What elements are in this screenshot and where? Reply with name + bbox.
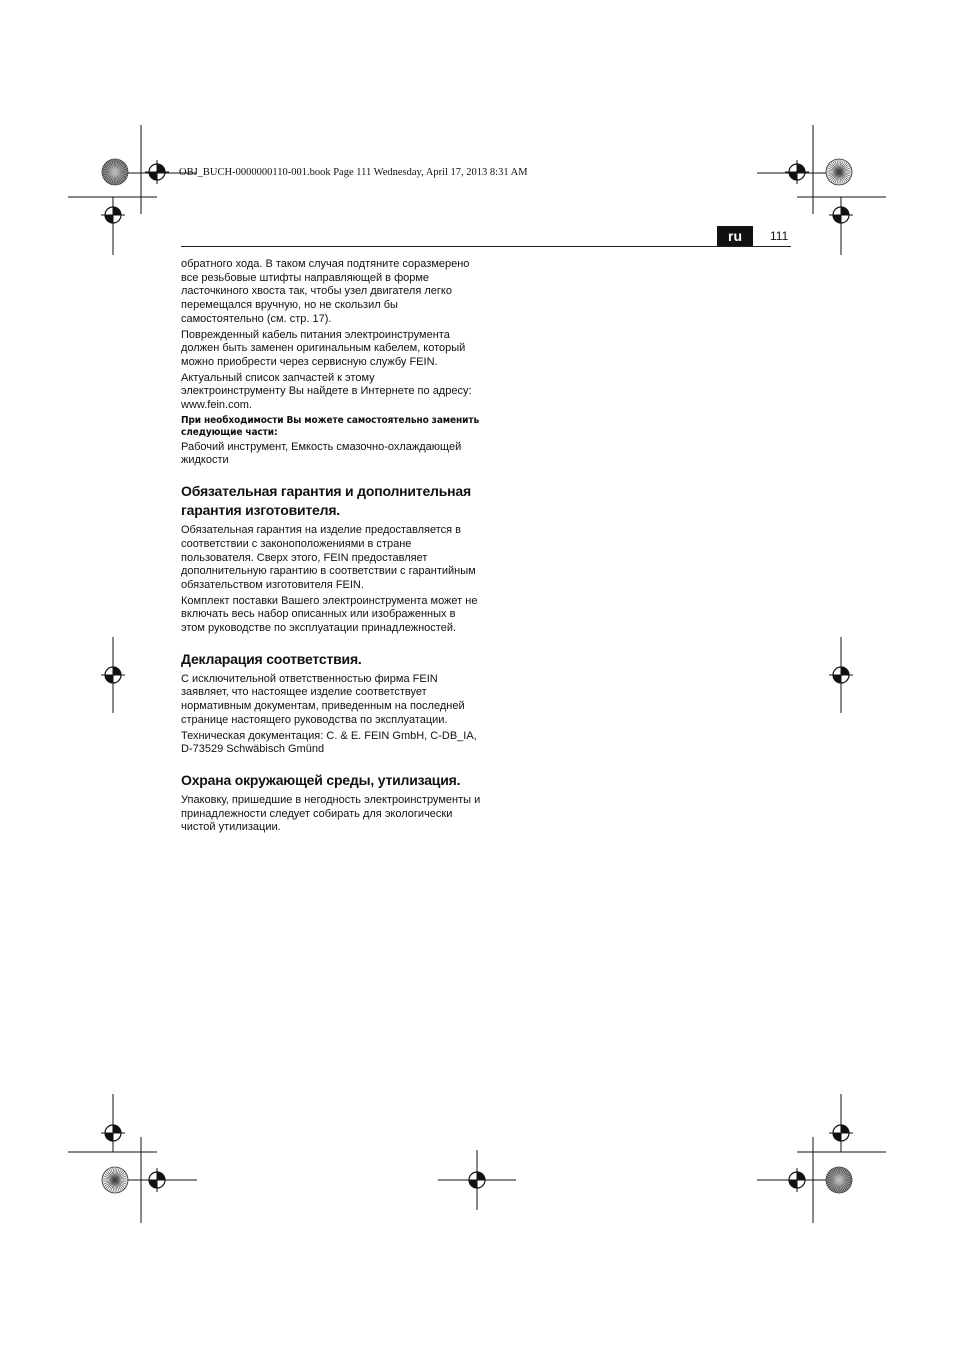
paragraph-tech-docs: Техническая документация: C. & E. FEIN GmbH, C-DB_IA, D-73529 Schwäbisch Gmünd — [181, 729, 477, 756]
starburst-target-icon — [102, 1167, 128, 1193]
text-column — [181, 258, 481, 837]
paragraph-cable: Поврежденный кабель питания электроинструмента должен быть заменен оригинальным кабелем, который можно приобрести через сервисную службу FEIN. — [181, 328, 466, 368]
paragraph-warranty: Обязательная гарантия на изделие предоставляется в соответствии с законоположениями в стране пользователя. Сверх этого, FEIN предоставляет дополнительную гарантию в соответствии с гарантийным обязательством изготовителя FEIN. — [181, 524, 476, 591]
paragraph-disposal: Упаковку, пришедшие в негодность электроинструменты и принадлежности следует собирать для экологически чистой утилизации. — [181, 793, 481, 834]
language-badge: ru — [717, 226, 753, 246]
header-rule — [181, 246, 791, 247]
paragraph-declaration: С исключительной ответственностью фирма FEIN заявляет, что настоящее изделие соответствует нормативным документам, приведенным на последней странице настоящего руководства по эксплуатации. — [181, 672, 465, 726]
paragraph-replaceable-parts: Рабочий инструмент, Емкость смазочно-охлаждающей жидкости — [181, 440, 462, 467]
paragraph-replaceable-note: При необходимости Вы можете самостоятельно заменить следующие части: — [181, 414, 480, 438]
starburst-target-icon — [102, 159, 128, 185]
starburst-target-icon — [826, 159, 852, 185]
page-number: 111 — [770, 229, 789, 243]
book-info-line: OBJ_BUCH-0000000110-001.book Page 111 Wednesday, April 17, 2013 8:31 AM — [179, 167, 528, 178]
paragraph-spare-parts: Актуальный список запчастей к этому электроинструменту Вы найдете в Интернете по адресу: www.fein.com. — [181, 371, 472, 412]
heading-environment: Охрана окружающей среды, утилизация. — [181, 771, 461, 788]
starburst-target-icon — [826, 1167, 852, 1193]
paragraph-delivery: Комплект поставки Вашего электроинструмента может не включать весь набор описанных или изображенных в этом руководстве по эксплуатации принадлежностей. — [181, 594, 478, 635]
paragraph-adjust: обратного хода. В таком случая подтяните соразмерено все резьбовые штифты направляющей в форме ласточкиного хвоста так, чтобы узел двигателя легко перемещался вручную, но не скользил бы самостоятельно (см. стр. 17). — [181, 258, 470, 325]
heading-warranty: Обязательная гарантия и дополнительная гарантия изготовителя. — [181, 483, 471, 519]
heading-declaration: Декларация соответствия. — [181, 650, 362, 667]
